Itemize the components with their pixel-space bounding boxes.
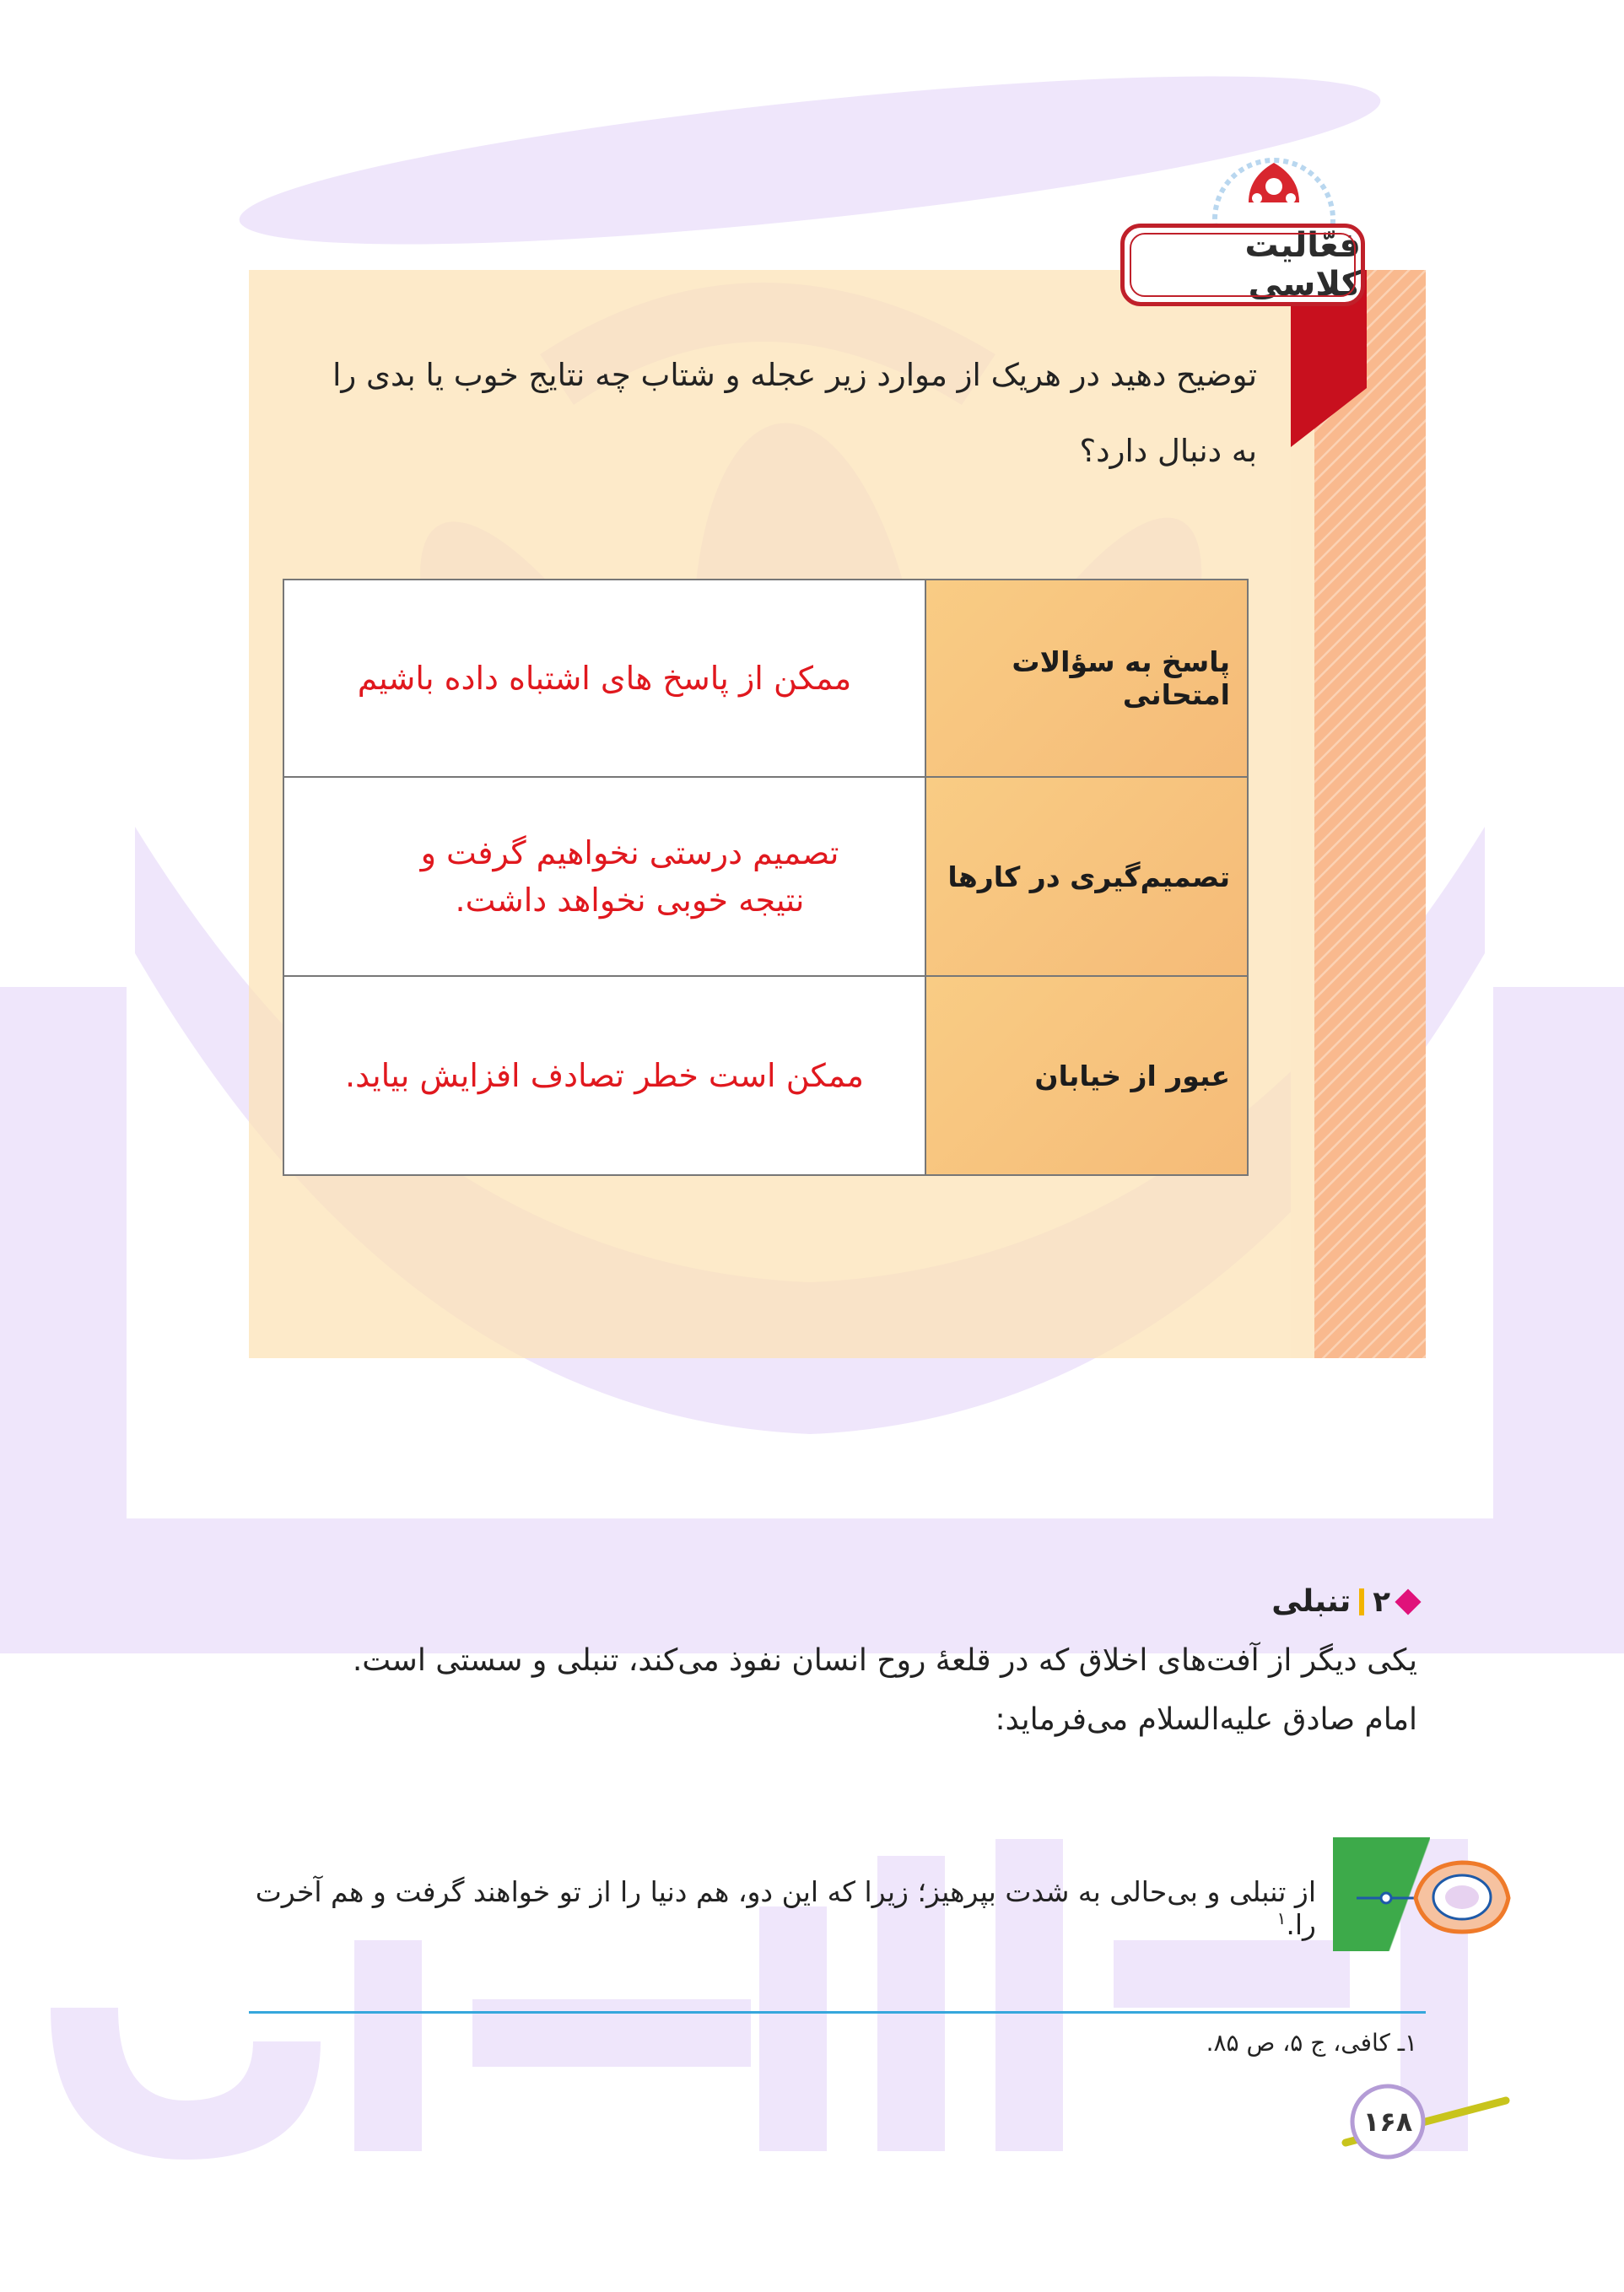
section-number: ۲ [1373, 1584, 1390, 1619]
row-answer: تصمیم درستی نخواهیم گرفت و نتیجه خوبی نخواهد داشت. [283, 777, 925, 976]
row-answer: ممکن از پاسخ های اشتباه داده باشیم [283, 580, 925, 777]
page-number: ۱۶۸ [1362, 2106, 1413, 2138]
quote-body: از تنبلی و بی‌حالی به شدت بپرهیز؛ زیرا که این دو، هم دنیا را از تو خواهند گرفت و هم آخرت را. [255, 1875, 1316, 1941]
table-row [283, 580, 1248, 777]
quote-text [219, 1875, 1316, 1941]
footnote-marker: ۱ [1276, 1908, 1287, 1928]
diamond-bullet-icon [1395, 1588, 1421, 1615]
footnote-divider [249, 2011, 1426, 2014]
activity-table [283, 579, 1249, 1176]
row-label: تصمیم‌گیری در کارها [925, 777, 1248, 976]
table-row [283, 777, 1248, 976]
section-title: تنبلی [1271, 1584, 1352, 1619]
footnote: ۱ـ کافی، ج ۵، ص ۸۵. [1206, 2029, 1417, 2057]
activity-title-badge [1120, 224, 1365, 306]
row-label: پاسخ به سؤالات امتحانی [925, 580, 1248, 777]
question-line-2: به دنبال دارد؟ [1079, 433, 1257, 469]
table-row [283, 976, 1248, 1175]
row-answer: ممکن است خطر تصادف افزایش بیاید. [283, 976, 925, 1175]
quote-emblem-icon [1357, 1854, 1517, 1939]
activity-question [270, 337, 1257, 489]
section-heading [1271, 1584, 1417, 1619]
section-paragraph-2: امام صادق علیه‌السلام می‌فرماید: [995, 1702, 1417, 1737]
activity-side-strip [1291, 270, 1426, 1358]
activity-title: فعّالیت کلاسی [1244, 226, 1361, 304]
question-line-1: توضیح دهید در هریک از موارد زیر عجله و شتاب چه نتایج خوب یا بدی را [332, 357, 1257, 393]
row-label: عبور از خیابان [925, 976, 1248, 1175]
section-paragraph-1: یکی دیگر از آفت‌های اخلاق که در قلعهٔ روح انسان نفوذ می‌کند، تنبلی و سستی است. [352, 1643, 1417, 1678]
heading-bar-icon [1359, 1588, 1364, 1615]
